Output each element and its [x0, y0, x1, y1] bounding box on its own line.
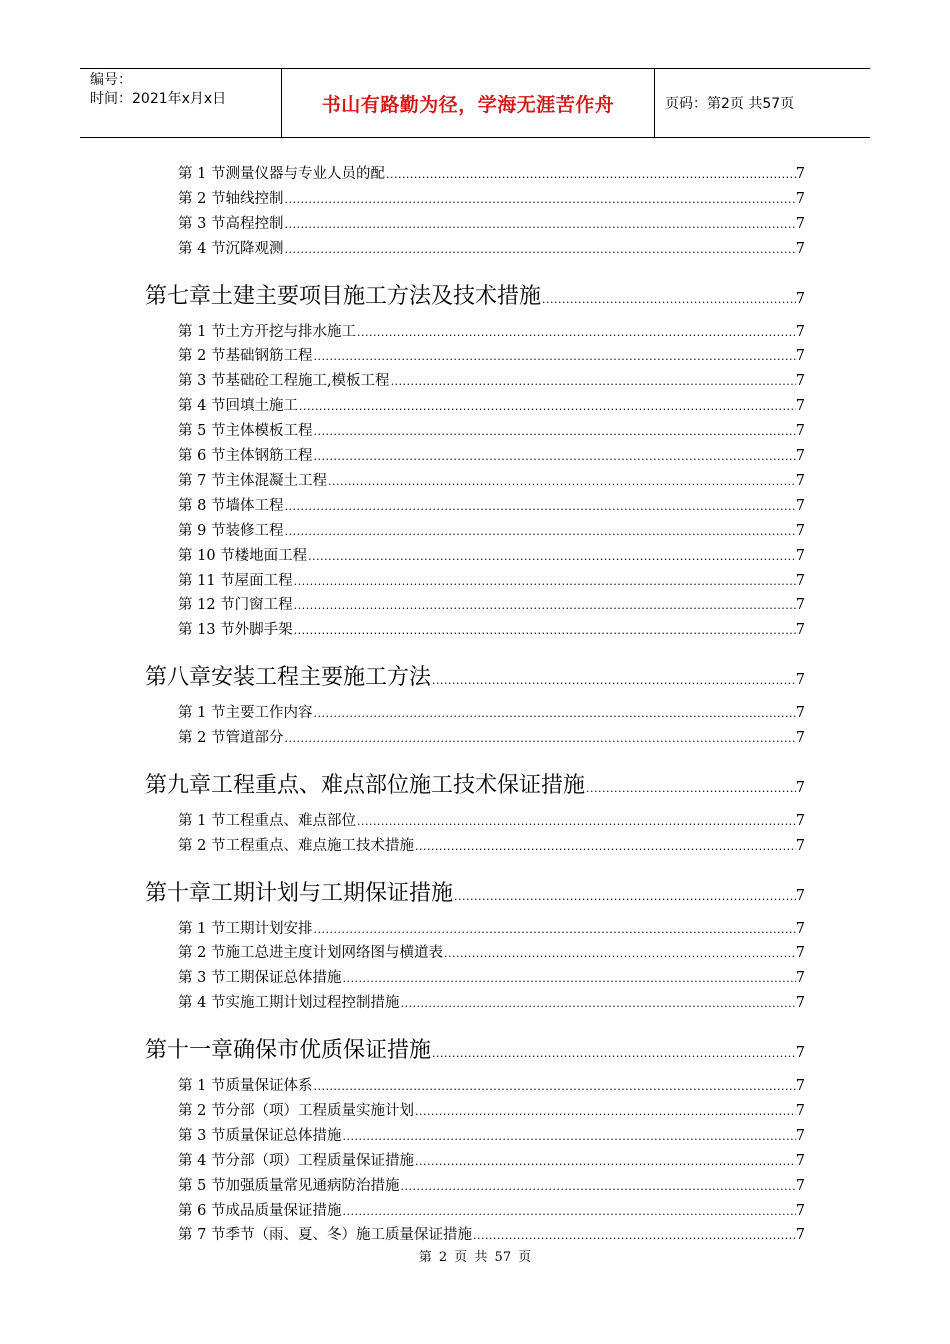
section-title: 沉降观测: [225, 240, 284, 257]
toc-section-row[interactable]: [178, 1149, 805, 1170]
section-title: 质量保证总体措施: [225, 1127, 342, 1144]
page-number: 7: [795, 290, 805, 307]
chapter-number: 第九章: [145, 772, 212, 798]
page-number: 7: [795, 837, 805, 854]
page-number: 7: [795, 995, 805, 1012]
dot-leader: [415, 1105, 796, 1118]
page-number: 7: [795, 572, 805, 589]
page-number: 7: [795, 812, 805, 829]
chapter-title: 安装工程主要施工方法: [211, 665, 432, 691]
page-number: 7: [795, 1202, 805, 1219]
document-number-label: 编号：: [90, 72, 132, 88]
page-number: 7: [795, 497, 805, 514]
header-motto: 书山有路勤为径，学海无涯苦作舟: [282, 69, 655, 137]
section-number: 第 3 节: [178, 373, 226, 390]
section-title: 成品质量保证措施: [225, 1202, 342, 1219]
page-number: 7: [795, 1127, 805, 1144]
dot-leader: [357, 326, 796, 339]
toc-section-row[interactable]: [178, 966, 805, 987]
section-title: 回填土施工: [225, 398, 298, 415]
dot-leader: [342, 1130, 795, 1143]
section-number: 第 12 节: [178, 597, 235, 614]
toc-section-row[interactable]: [178, 344, 805, 365]
section-number: 第 6 节: [178, 1202, 226, 1219]
chapter-title: 土建主要项目施工方法及技术措施: [211, 283, 542, 309]
header-meta: [80, 69, 282, 137]
section-number: 第 2 节: [178, 1102, 226, 1119]
section-title: 分部（项）工程质量实施计划: [225, 1102, 414, 1119]
toc-section-row[interactable]: [178, 593, 805, 614]
dot-leader: [586, 782, 796, 795]
chapter-number: 第八章: [145, 665, 212, 691]
page-number: 7: [795, 920, 805, 937]
section-number: 第 1 节: [178, 1078, 226, 1094]
dot-leader: [313, 1080, 795, 1093]
toc-section-row[interactable]: [178, 618, 805, 639]
dot-leader: [542, 293, 796, 306]
dot-leader: [284, 193, 795, 206]
section-number: 第 2 节: [178, 945, 226, 962]
section-title: 墙体工程: [225, 497, 284, 514]
page-number: 7: [795, 472, 805, 489]
chapter-number: 第十章: [145, 880, 212, 906]
toc-section-row[interactable]: [178, 1174, 805, 1195]
page-number: 7: [795, 1102, 805, 1119]
section-number: 第 5 节: [178, 1177, 226, 1194]
section-number: 第 1 节: [178, 920, 226, 937]
section-number: 第 8 节: [178, 497, 226, 514]
section-number: 第 10 节: [178, 547, 235, 564]
page-number: 7: [795, 215, 805, 232]
section-title: 轴线控制: [225, 190, 284, 207]
toc-chapter-row[interactable]: [145, 876, 805, 907]
toc-section-row[interactable]: [178, 444, 805, 465]
chapter-number: 第十一章: [145, 1038, 234, 1064]
toc-section-row[interactable]: [178, 1124, 805, 1145]
chapter-number: 第七章: [145, 283, 212, 309]
page-number: 7: [795, 1078, 805, 1094]
toc-section-row[interactable]: [178, 162, 805, 183]
chapter-title: 确保市优质保证措施: [233, 1038, 432, 1064]
dot-leader: [400, 1180, 795, 1193]
page-number: 7: [795, 323, 805, 340]
dot-leader: [432, 1047, 796, 1060]
dot-leader: [308, 550, 796, 563]
header-page-info: 页码：第2页 共57页: [665, 96, 795, 112]
toc-section-row[interactable]: [178, 809, 805, 830]
section-title: 管道部分: [225, 730, 284, 746]
dot-leader: [391, 375, 796, 388]
section-number: 第 11 节: [178, 572, 235, 589]
dot-leader: [415, 840, 796, 853]
page-number: 7: [795, 398, 805, 415]
section-title: 工程重点、难点施工技术措施: [225, 837, 414, 854]
toc-section-row[interactable]: [178, 187, 805, 208]
page-number: 7: [795, 730, 805, 746]
toc-section-row[interactable]: [178, 1223, 805, 1244]
page-number: 7: [795, 522, 805, 539]
page-number: 7: [795, 705, 805, 722]
toc-section-row[interactable]: [178, 212, 805, 233]
section-title: 屋面工程: [234, 572, 293, 589]
section-title: 季节（雨、夏、冬）施工质量保证措施: [225, 1227, 472, 1244]
dot-leader: [284, 218, 795, 231]
dot-leader: [284, 243, 795, 256]
dot-leader: [294, 575, 796, 588]
dot-leader: [313, 923, 795, 936]
section-title: 分部（项）工程质量保证措施: [225, 1152, 414, 1169]
chapter-title: 工期计划与工期保证措施: [211, 880, 454, 906]
section-number: 第 3 节: [178, 215, 226, 232]
dot-leader: [432, 674, 796, 687]
section-title: 门窗工程: [234, 597, 293, 614]
section-number: 第 2 节: [178, 837, 226, 854]
section-title: 基础钢筋工程: [225, 348, 313, 365]
toc-chapter-row[interactable]: [145, 768, 805, 799]
section-title: 主体混凝土工程: [225, 472, 327, 489]
toc-section-row[interactable]: [178, 1199, 805, 1220]
page-footer: 第 2 页 共 57 页: [418, 1250, 532, 1265]
section-title: 装修工程: [225, 522, 284, 539]
page-number: 7: [795, 373, 805, 390]
page-number: 7: [795, 423, 805, 440]
section-number: 第 7 节: [178, 1227, 226, 1244]
section-number: 第 9 节: [178, 522, 226, 539]
page-number: 7: [795, 945, 805, 962]
dot-leader: [444, 947, 796, 960]
dot-leader: [313, 707, 795, 720]
dot-leader: [313, 350, 795, 363]
section-title: 工期保证总体措施: [225, 970, 342, 987]
dot-leader: [473, 1229, 796, 1242]
section-title: 主体模板工程: [225, 423, 313, 440]
dot-leader: [284, 525, 795, 538]
toc-section-row[interactable]: [178, 237, 805, 258]
page-number: 7: [795, 166, 805, 182]
dot-leader: [299, 400, 796, 413]
dot-leader: [400, 997, 795, 1010]
dot-leader: [342, 972, 795, 985]
dot-leader: [313, 425, 795, 438]
section-number: 第 2 节: [178, 348, 226, 365]
dot-leader: [328, 475, 796, 488]
page-number: 7: [795, 622, 805, 639]
page-number: 7: [795, 779, 805, 796]
page-number: 7: [795, 547, 805, 564]
section-number: 第 1 节: [178, 812, 226, 829]
dot-leader: [454, 890, 796, 903]
section-number: 第 1 节: [178, 166, 226, 182]
section-number: 第 4 节: [178, 995, 226, 1012]
page-header: [80, 68, 870, 138]
page-number: 7: [795, 672, 805, 689]
dot-leader: [313, 450, 795, 463]
toc-section-row[interactable]: [178, 1074, 805, 1095]
section-number: 第 13 节: [178, 622, 235, 639]
toc-section-row[interactable]: [178, 991, 805, 1012]
section-title: 加强质量常见通病防治措施: [225, 1177, 400, 1194]
section-number: 第 6 节: [178, 448, 226, 464]
toc-chapter-row[interactable]: [145, 660, 805, 691]
section-number: 第 4 节: [178, 240, 226, 257]
toc-section-row[interactable]: [178, 469, 805, 490]
toc-section-row[interactable]: [178, 569, 805, 590]
dot-leader: [294, 624, 796, 637]
toc-section-row[interactable]: [178, 701, 805, 722]
page-number: 7: [795, 190, 805, 207]
section-number: 第 2 节: [178, 730, 226, 746]
section-title: 实施工期计划过程控制措施: [225, 995, 400, 1012]
dot-leader: [284, 732, 795, 745]
toc-section-row[interactable]: [178, 834, 805, 855]
toc-section-row[interactable]: [178, 494, 805, 515]
dot-leader: [342, 1205, 795, 1218]
toc-section-row[interactable]: [178, 1099, 805, 1120]
toc-section-row[interactable]: [178, 320, 805, 341]
toc-section-row[interactable]: [178, 519, 805, 540]
toc-section-row[interactable]: [178, 394, 805, 415]
page-number: 7: [795, 348, 805, 365]
toc-section-row[interactable]: [178, 726, 805, 747]
page-number: 7: [795, 240, 805, 257]
page-number: 7: [795, 970, 805, 987]
section-number: 第 3 节: [178, 970, 226, 987]
section-title: 外脚手架: [234, 622, 293, 639]
toc-section-row[interactable]: [178, 941, 805, 962]
toc-section-row[interactable]: [178, 369, 805, 390]
section-title: 质量保证体系: [225, 1078, 313, 1094]
page-number: 7: [795, 1152, 805, 1169]
section-title: 施工总进主度计划网络图与横道表: [225, 945, 443, 962]
section-title: 楼地面工程: [234, 547, 308, 564]
dot-leader: [386, 168, 796, 181]
toc-chapter-row[interactable]: [145, 1033, 805, 1064]
section-title: 高程控制: [225, 215, 284, 232]
section-number: 第 4 节: [178, 1152, 226, 1169]
toc-chapter-row[interactable]: [145, 279, 805, 310]
section-number: 第 5 节: [178, 423, 226, 440]
section-title: 工期计划安排: [225, 920, 313, 937]
section-title: 主要工作内容: [225, 705, 313, 722]
chapter-title: 工程重点、难点部位施工技术保证措施: [211, 772, 586, 798]
section-title: 测量仪器与专业人员的配: [225, 166, 385, 182]
page-number: 7: [795, 597, 805, 614]
dot-leader: [284, 500, 795, 513]
dot-leader: [415, 1155, 796, 1168]
toc-section-row[interactable]: [178, 419, 805, 440]
toc-section-row[interactable]: [178, 917, 805, 938]
section-number: 第 7 节: [178, 472, 226, 489]
toc-section-row[interactable]: [178, 544, 805, 565]
dot-leader: [357, 815, 796, 828]
section-title: 基础砼工程施工,模板工程: [225, 373, 390, 390]
section-number: 第 3 节: [178, 1127, 226, 1144]
section-number: 第 2 节: [178, 190, 226, 207]
document-time: 时间：2021年x月x日: [90, 91, 227, 107]
page-number: 7: [795, 1177, 805, 1194]
section-number: 第 1 节: [178, 705, 226, 722]
page-number: 7: [795, 448, 805, 464]
section-title: 土方开挖与排水施工: [225, 323, 356, 340]
section-title: 工程重点、难点部位: [225, 812, 356, 829]
page-number: 7: [795, 887, 805, 904]
section-number: 第 4 节: [178, 398, 226, 415]
page-number: 7: [795, 1227, 805, 1244]
section-title: 主体钢筋工程: [225, 448, 313, 464]
section-number: 第 1 节: [178, 323, 226, 340]
page-number: 7: [795, 1045, 805, 1062]
dot-leader: [294, 599, 796, 612]
